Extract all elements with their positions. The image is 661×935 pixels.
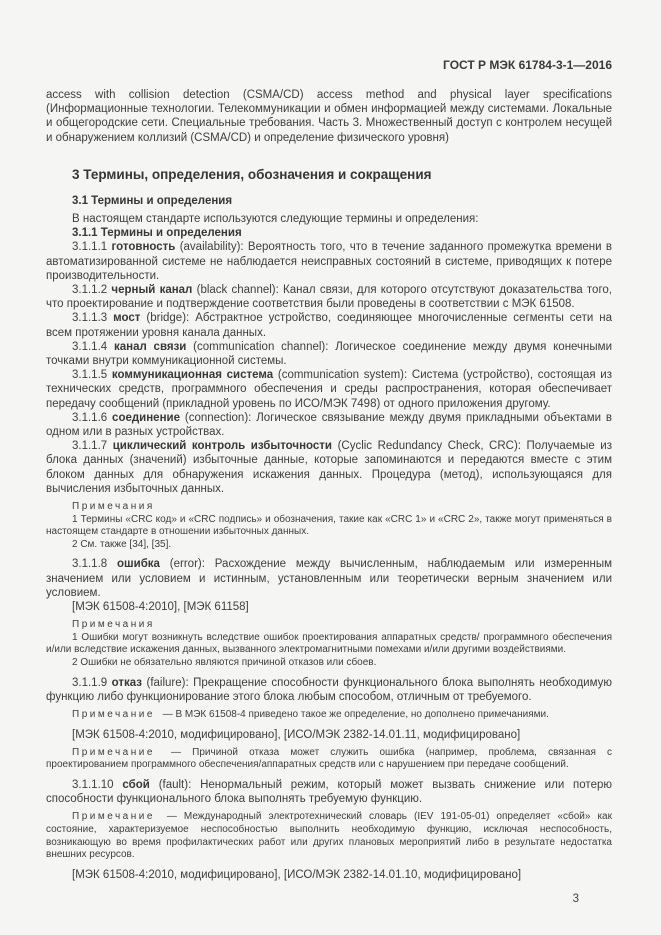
term-name: циклический контроль избыточности xyxy=(112,440,333,453)
term-number: 3.1.1.7 xyxy=(72,440,108,453)
document-body xyxy=(46,88,612,906)
term-definition-crc xyxy=(46,439,612,496)
note-block-fault xyxy=(46,811,612,861)
term-name: сбой xyxy=(122,779,150,792)
term-number: 3.1.1.5 xyxy=(72,369,108,382)
term-text: (bridge): Абстрактное устройство, соединяющее многочисленные сегменты сети на всем протяжении уровня канала данных. xyxy=(46,312,612,339)
term-definition-failure xyxy=(46,676,612,704)
term-number: 3.1.1.10 xyxy=(72,779,114,792)
notes-label-text: Примечания xyxy=(72,619,155,631)
note-item-2: 2 Ошибки не обязательно являются причиной отказов или сбоев. xyxy=(72,657,377,669)
note-block-failure-1 xyxy=(46,709,612,722)
reference-fault: [МЭК 61508-4:2010, модифицировано], [ИСО/МЭК 2382-14.01.10, модифицировано] xyxy=(72,868,522,881)
term-text: (connection): Логическое связывание между двумя прикладными объектами в одном или в разных устройствах. xyxy=(46,411,613,439)
note-text: — В МЭК 61508-4 приведено такое же определение, но дополнено примечаниями. xyxy=(162,709,549,721)
notes-label-text: Примечания xyxy=(72,501,155,513)
term-text: (communication channel): Логическое соединение между двумя конечными точками внутри коммуникационной системы. xyxy=(46,340,612,368)
subsection-title: 3.1 Термины и определения xyxy=(72,194,233,207)
reference-failure: [МЭК 61508-4:2010, модифицировано], [ИСО/МЭК 2382-14.01.11, модифицировано] xyxy=(72,728,521,741)
term-definition-error xyxy=(46,557,612,600)
term-number: 3.1.1.8 xyxy=(72,558,108,571)
term-name: готовность xyxy=(111,241,176,254)
term-text: (Cyclic Redundancy Check, CRC): Получаемые из блока данных (значений) избыточные данные, которые запоминаются и передаются вместе с этим блоком данных для обнаружения искажения данных. Процедура (метод), использующаяся для вычисления избыточных данных. xyxy=(46,440,612,495)
document-code-header: ГОСТ Р МЭК 61784-3-1—2016 xyxy=(443,58,612,72)
notes-label xyxy=(46,501,612,514)
note-single xyxy=(46,811,612,861)
term-definition-fault xyxy=(46,778,612,806)
term-number: 3.1.1.3 xyxy=(72,312,108,325)
terms-subclause-title: 3.1.1 Термины и определения xyxy=(72,227,242,240)
term-text: (availability): Вероятность того, что в течение заданного промежутка времени в автоматизированной системе не наблюдается неисправных состояний в системе, приводящих к потере производительности. xyxy=(46,241,613,282)
term-text: (error): Расхождение между вычисленным, наблюдаемым или измеренным значением или условием и истинным, установленным или теоретически верным значением или условием. xyxy=(46,558,612,599)
term-name: ошибка xyxy=(117,558,160,571)
notes-block-crc xyxy=(46,501,612,551)
term-text: (communication system): Система (устройство), состоящая из технических средств, программного обеспечения и среды распространения, которая обеспечивает передачу сообщений (прикладной уровень по ИСО/МЭК 7498) от одного приложения другому. xyxy=(46,369,613,410)
note-label-text: Примечание xyxy=(72,709,155,721)
note-text: — Международный электротехнический словарь (IEV 191-05-01) определяет «сбой» как состояние, характеризуемое неспособностью выполнить необходимую функцию, исключая неспособность, возникающую во время профилактических работ или других плановых мероприятий либо в результате недостатка внешних ресурсов. xyxy=(46,811,612,861)
lead-paragraph: В настоящем стандарте используются следующие термины и определения: xyxy=(72,213,479,226)
term-number: 3.1.1.9 xyxy=(72,676,108,689)
term-name: канал связи xyxy=(113,340,187,353)
note-single xyxy=(46,709,612,722)
term-name: отказ xyxy=(111,676,143,689)
term-text: (failure): Прекращение способности функционального блока выполнять необходимую функцию либо функционирование этого блока любым способом, отличным от требуемого. xyxy=(46,676,612,703)
term-definition-black-channel xyxy=(46,283,612,311)
term-name: коммуникационная система xyxy=(111,369,274,382)
intro-continuation-paragraph: access with collision detection (CSMA/CD) access method and physical layer specifications (Информационные технологии. Телекоммуникации и обмен информацией между системами. Локальные и общегородские сети. Специальные требования. Часть 3. Множественный доступ с контролем несущей и обнаружением коллизий (CSMA/CD) и определение физического уровня) xyxy=(46,89,612,144)
notes-label xyxy=(46,619,612,632)
term-definition-communication-system xyxy=(46,368,612,411)
section-title: 3 Термины, определения, обозначения и сокращения xyxy=(72,166,432,182)
term-name: черный канал xyxy=(111,284,193,297)
term-number: 3.1.1.6 xyxy=(72,411,108,424)
term-number: 3.1.1.2 xyxy=(72,284,108,297)
term-name: мост xyxy=(113,312,141,325)
reference-error: [МЭК 61508-4:2010], [МЭК 61158] xyxy=(72,601,249,614)
term-number: 3.1.1.1 xyxy=(72,241,108,254)
page-number: 3 xyxy=(572,893,579,906)
term-text: (black channel): Канал связи, для которого отсутствуют доказательства того, что проектирование и подтверждение соответствия были проведены в соответствии с МЭК 61508. xyxy=(46,284,612,311)
note-item-1: 1 Ошибки могут возникнуть вследствие ошибок проектирования аппаратных средств/ программного обеспечения и/или вследствие искажения данных, вызванного электромагнитными помехами и/или другими воздействиями. xyxy=(46,631,612,656)
term-definition-availability xyxy=(46,240,612,283)
term-definition-connection xyxy=(46,411,612,439)
note-label-text: Примечание xyxy=(72,746,155,758)
term-number: 3.1.1.4 xyxy=(72,340,108,353)
note-item-2: 2 См. также [34], [35]. xyxy=(72,538,172,550)
term-definition-communication-channel xyxy=(46,340,612,368)
note-single xyxy=(46,747,612,772)
term-definition-bridge xyxy=(46,311,612,339)
note-item-1: 1 Термины «CRC код» и «CRC подпись» и обозначения, такие как «CRC 1» и «CRC 2», также могут применяться в настоящем стандарте в отношении избыточных данных. xyxy=(46,513,612,538)
note-label-text: Примечание xyxy=(72,811,155,823)
note-block-failure-2 xyxy=(46,747,612,772)
term-text: (fault): Ненормальный режим, который может вызвать снижение или потерю способности функционального блока выполнять требуемую функцию. xyxy=(46,779,612,806)
note-text: — Причиной отказа может служить ошибка (например, проблема, связанная с проектированием программного обеспечения/аппаратных средств или с нарушением при передаче сообщений. xyxy=(46,746,612,771)
term-name: соединение xyxy=(112,411,180,424)
notes-block-error xyxy=(46,619,612,669)
